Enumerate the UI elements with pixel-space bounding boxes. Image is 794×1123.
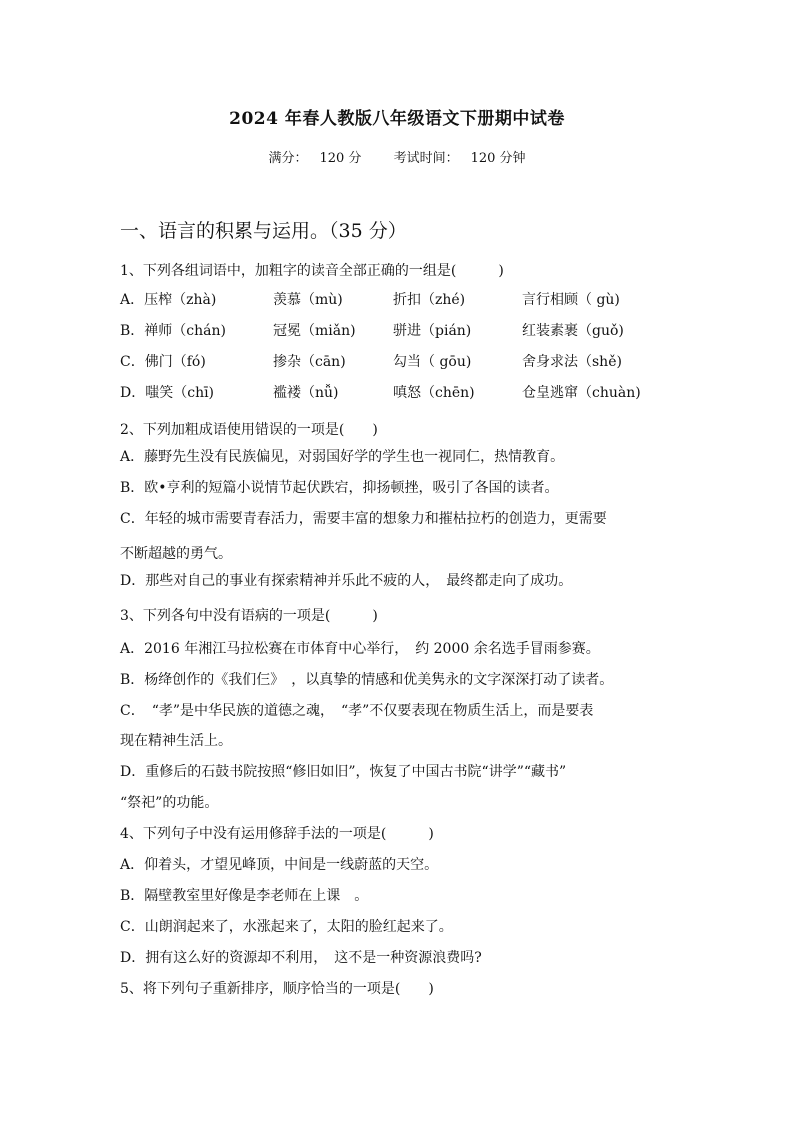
q3-option-c-line1: C． “孝”是中华民族的道德之魂， “孝”不仅要表现在物质生活上，而是要表 (120, 703, 594, 719)
q1-option-c-1: C．佛门（fó) (120, 354, 206, 370)
q2-option-c-line1: C．年轻的城市需要青春活力，需要丰富的想象力和摧枯拉朽的创造力，更需要 (120, 511, 607, 527)
q1-option-b-3: 骈进（pián) (393, 323, 472, 339)
q1-option-a-2: 羡慕（mù) (273, 292, 343, 308)
q1-option-a-4: 言行相顾（ gù) (522, 292, 620, 308)
section-heading: 一、语言的积累与运用。（35 分） (120, 220, 407, 242)
q2-option-d: D．那些对自己的事业有探索精神并乐此不疲的人， 最终都走向了成功。 (120, 573, 573, 589)
q1-option-a-3: 折扣（zhé) (393, 292, 466, 308)
q3-option-b: B．杨绛创作的《我们仨》 ，以真挚的情感和优美隽永的文字深深打动了读者。 (120, 672, 614, 688)
q1-option-b-1: B．禅师（chán) (120, 323, 226, 339)
question-3-stem: 3、下列各句中没有语病的一项是( ) (120, 608, 378, 624)
time-value: 120 分钟 (470, 151, 526, 166)
q4-option-c: C．山朗润起来了，水涨起来了，太阳的脸红起来了。 (120, 919, 453, 935)
q1-option-c-4: 舍身求法（shě) (522, 354, 622, 370)
q3-option-a: A．2016 年湘江马拉松赛在市体育中心举行， 约 2000 余名选手冒雨参赛。 (120, 641, 600, 657)
score-value: 120 分 (319, 151, 362, 166)
question-1-stem: 1、下列各组词语中，加粗字的读音全部正确的一组是( ) (120, 263, 504, 279)
q1-option-c-2: 掺杂（cān) (273, 354, 346, 370)
exam-meta (0, 147, 794, 166)
q2-option-c-line2: 不断超越的勇气。 (120, 546, 232, 562)
q1-option-d-4: 仓皇逃窜（chuàn) (522, 385, 641, 401)
q1-option-d-1: D．嗤笑（chī) (120, 385, 215, 401)
q1-option-d-2: 褴褛（nǚ) (273, 385, 339, 401)
q1-option-b-4: 红装素裹（guǒ) (522, 323, 624, 339)
time-label: 考试时间： (393, 151, 459, 166)
q1-option-a-1: A．压榨（zhà) (120, 292, 217, 308)
question-4-stem: 4、下列句子中没有运用修辞手法的一项是( ) (120, 826, 434, 842)
question-5-stem: 5、将下列句子重新排序，顺序恰当的一项是( ) (120, 981, 434, 997)
q1-option-c-3: 勾当（ gōu) (393, 354, 472, 370)
q4-option-b: B．隔壁教室里好像是李老师在上课 。 (120, 888, 369, 904)
q2-option-a: A．藤野先生没有民族偏见，对弱国好学的学生也一视同仁，热情教育。 (120, 449, 565, 465)
question-2-stem: 2、下列加粗成语使用错误的一项是( ) (120, 422, 378, 438)
q4-option-d: D．拥有这么好的资源却不利用， 这不是一种资源浪费吗? (120, 950, 482, 966)
q4-option-a: A．仰着头，才望见峰顶，中间是一线蔚蓝的天空。 (120, 857, 439, 873)
q3-option-c-line2: 现在精神生活上。 (120, 733, 232, 749)
q1-option-d-3: 嗔怒（chēn) (393, 385, 475, 401)
exam-title: 2024 年春人教版八年级语文下册期中试卷 (229, 109, 565, 129)
score-label: 满分： (268, 151, 308, 166)
q1-option-b-2: 冠冕（miǎn) (273, 323, 356, 339)
q3-option-d-line2: “祭祀”的功能。 (120, 795, 219, 811)
q2-option-b: B．欧•亨利的短篇小说情节起伏跌宕，抑扬顿挫，吸引了各国的读者。 (120, 480, 559, 496)
q3-option-d-line1: D．重修后的石鼓书院按照“修旧如旧”，恢复了中国古书院“讲学”“藏书” (120, 764, 567, 780)
